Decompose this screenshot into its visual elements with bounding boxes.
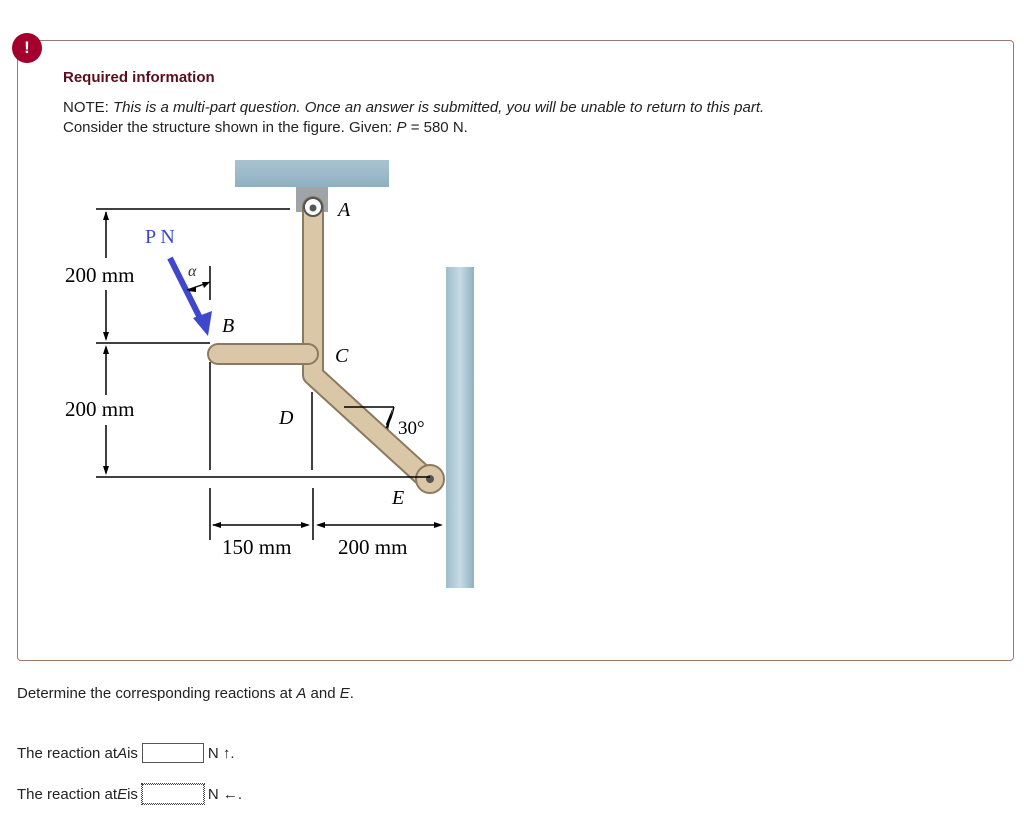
answer-a-var: A <box>117 744 128 762</box>
label-a: A <box>338 199 351 221</box>
dimension-lines <box>96 209 440 540</box>
dimension-arrowheads <box>103 211 443 528</box>
ceiling-support <box>235 160 389 187</box>
label-d: D <box>279 407 294 429</box>
answer-e-unit: N ←. <box>207 785 243 803</box>
answer-e-is: is <box>127 785 138 803</box>
right-wall <box>446 267 474 588</box>
label-b: B <box>222 315 235 337</box>
question-text: Determine the corresponding reactions at A and E. <box>17 685 354 702</box>
dim-middle-label: 200 mm <box>65 397 135 421</box>
answer-row-e <box>17 784 242 804</box>
answer-row-a <box>17 743 235 763</box>
required-info-title: Required information <box>63 69 215 86</box>
dim-top-label: 200 mm <box>65 263 135 287</box>
reaction-e-input[interactable] <box>142 784 204 804</box>
angle-30-label: 30° <box>398 418 425 439</box>
dim-bottom-right-label: 200 mm <box>338 535 408 559</box>
load-label: P N <box>145 226 175 248</box>
angle-alpha-label: α <box>188 263 197 280</box>
answer-e-prefix: The reaction at <box>17 785 118 803</box>
bent-member-ace <box>313 207 428 480</box>
answer-a-is: is <box>127 744 138 762</box>
label-e: E <box>392 487 405 509</box>
note-text: NOTE: This is a multi-part question. Once an answer is submitted, you will be unable to return to this part. <box>63 99 765 116</box>
reaction-a-input[interactable] <box>142 743 204 763</box>
answer-a-prefix: The reaction at <box>17 744 118 762</box>
answer-e-var: E <box>117 785 128 803</box>
given-text: Consider the structure shown in the figure. Given: P = 580 N. <box>63 119 468 136</box>
label-c: C <box>335 345 349 367</box>
alert-icon: ! <box>12 33 42 63</box>
dim-bottom-left-label: 150 mm <box>222 535 292 559</box>
answer-a-unit: N ↑. <box>207 744 235 762</box>
